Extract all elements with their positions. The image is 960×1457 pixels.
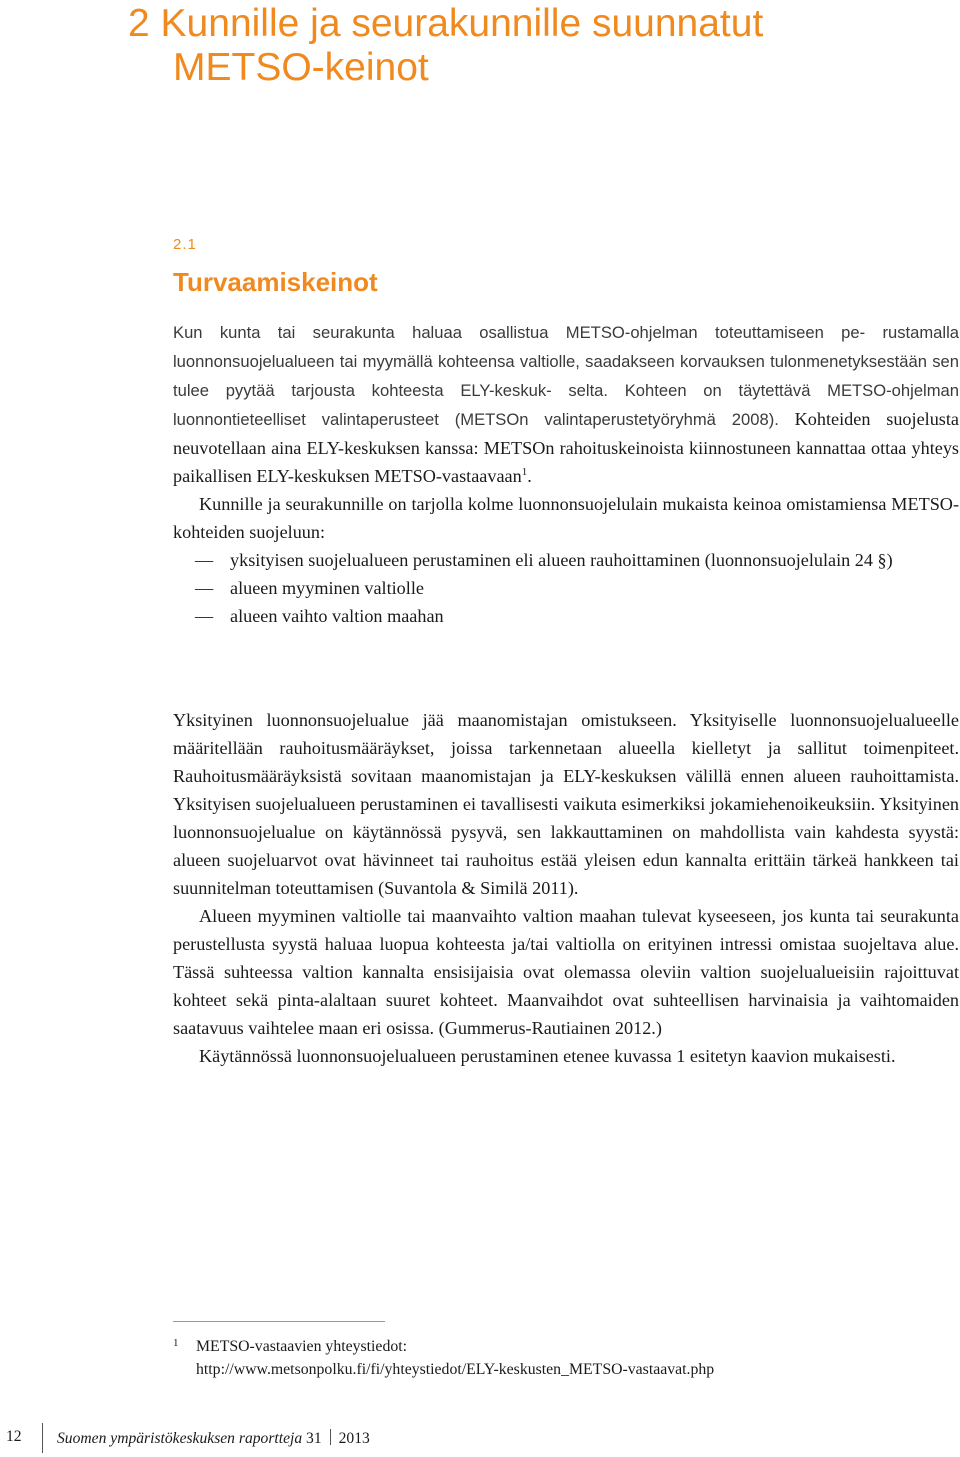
chapter-number: 2 bbox=[128, 2, 150, 45]
list-item: — alueen myyminen valtiolle bbox=[173, 574, 959, 602]
list-item: — yksityisen suojelualueen perustaminen eli alueen rauhoittaminen (luonnonsuojelulain 24 §) bbox=[173, 546, 959, 574]
paragraph-intro-line-3: korvauksen tulonmenetyksestään sen tulee pyytää tarjousta kohteesta ELY-keskuk- bbox=[173, 352, 959, 400]
chapter-title bbox=[128, 2, 763, 90]
footer-divider bbox=[42, 1423, 43, 1453]
paragraph-private-area: Yksityinen luonnonsuojelualue jää maanomistajan omistukseen. Yksityiselle luonnonsuojelualueelle määritellään rauhoitusmääräykset, joissa tarkennetaan alueella kielletyt ja sallitut toimenpiteet. Rauhoitusmääräyksistä sovitaan maanomistajan ja ELY-keskuksen välillä ennen alueen rauhoittamista. Yksityisen suojelualueen perustaminen ei tavallisesti vaikuta esimerkiksi jokamiehenoikeuksiin. Yksityinen luonnonsuojelualue on käytännössä pysyvä, sen lakkauttaminen on mahdollista vain kahdesta syystä: alueen suojeluarvot ovat hävinneet tai rauhoitus estää yleisen edun kannalta erittäin tärkeä hankkeen tai suunnitelman toteuttamisen (Suvantola & Similä 2011). bbox=[173, 710, 959, 898]
paragraph-intro-line-2: rustamalla luonnonsuojelualueen tai myymällä kohteensa valtiolle, saadakseen bbox=[173, 323, 959, 371]
paragraph-means: Kunnille ja seurakunnille on tarjolla kolme luonnonsuojelulain mukaista keinoa omistamiensa METSO-kohteiden suojeluun: bbox=[173, 494, 959, 542]
footnote bbox=[173, 1335, 933, 1381]
paragraph-practice: Käytännössä luonnonsuojelualueen perustaminen etenee kuvassa 1 esitetyn kaavion mukaisesti. bbox=[199, 1046, 896, 1066]
body-text-block-2 bbox=[173, 706, 959, 1070]
page-number: 12 bbox=[6, 1428, 22, 1445]
footer-series bbox=[57, 1429, 370, 1448]
footnote-mark: 1 bbox=[173, 1337, 179, 1349]
chapter-title-line-2: METSO-keinot bbox=[173, 46, 429, 89]
section-number: 2.1 bbox=[173, 236, 197, 253]
paragraph-intro-line-4: selta. Kohteen on täytettävä METSO-ohjelman luonnontieteelliset valintaperusteet bbox=[173, 381, 960, 429]
list-item: — alueen vaihto valtion maahan bbox=[173, 602, 959, 630]
paragraph-sale: Alueen myyminen valtiolle tai maanvaihto valtion maahan tulevat kyseeseen, jos kunta tai seurakunta perustellusta syystä haluaa luopua kohteesta ja/tai valtiolla on erityinen intressi omistaa suojeltava alue. Tässä suhteessa valtion kannalta ensisijaisia ovat olemassa oleviin valtion suojelualueisiin rajoittuvat kohteet sekä pinta-alaltaan suuret kohteet. Maanvaihdot ovat suhteellisen harvinaisia ja vaihtomaiden saatavuus vaihtelee maan eri osissa. (Gummerus-Rautiainen 2012.) bbox=[173, 906, 959, 1038]
footnote-url[interactable]: http://www.metsonpolku.fi/fi/yhteystiedot/ELY-keskusten_METSO-vastaavat.php bbox=[196, 1361, 715, 1378]
footer-separator bbox=[330, 1429, 331, 1445]
paragraph-intro bbox=[173, 318, 959, 490]
means-list bbox=[173, 546, 959, 630]
paragraph-intro-tail: Kohteiden suojelusta neuvotellaan aina ELY-keskuksen kanssa: METSOn rahoituskeinoista kiinnostuneen kannattaa ottaa yhteys paikallisen ELY-keskuksen METSO-vastaavaan bbox=[173, 409, 959, 486]
footnote-body bbox=[173, 1335, 933, 1381]
chapter-title-text-1: Kunnille ja seurakunnille suunnatut bbox=[160, 2, 764, 45]
section-title: Turvaamiskeinot bbox=[173, 267, 378, 297]
series-issue: 31 bbox=[306, 1430, 322, 1447]
chapter-title-line-1 bbox=[128, 2, 763, 46]
paragraph-intro-line-1: Kun kunta tai seurakunta haluaa osallistua METSO-ohjelman toteuttamiseen pe- bbox=[173, 323, 866, 342]
footnote-divider bbox=[173, 1321, 385, 1322]
paragraph-intro-end: . bbox=[527, 466, 532, 486]
page-footer bbox=[0, 1423, 960, 1453]
footnote-reference: 1 bbox=[521, 465, 528, 478]
footnote-label: METSO-vastaavien yhteystiedot: bbox=[196, 1338, 408, 1355]
paragraph-intro-line-5: (METSOn valintaperustetyöryhmä 2008). bbox=[454, 410, 779, 429]
body-text-block-1 bbox=[173, 318, 959, 630]
series-year: 2013 bbox=[338, 1430, 370, 1447]
series-title: Suomen ympäristökeskuksen raportteja bbox=[57, 1430, 303, 1447]
